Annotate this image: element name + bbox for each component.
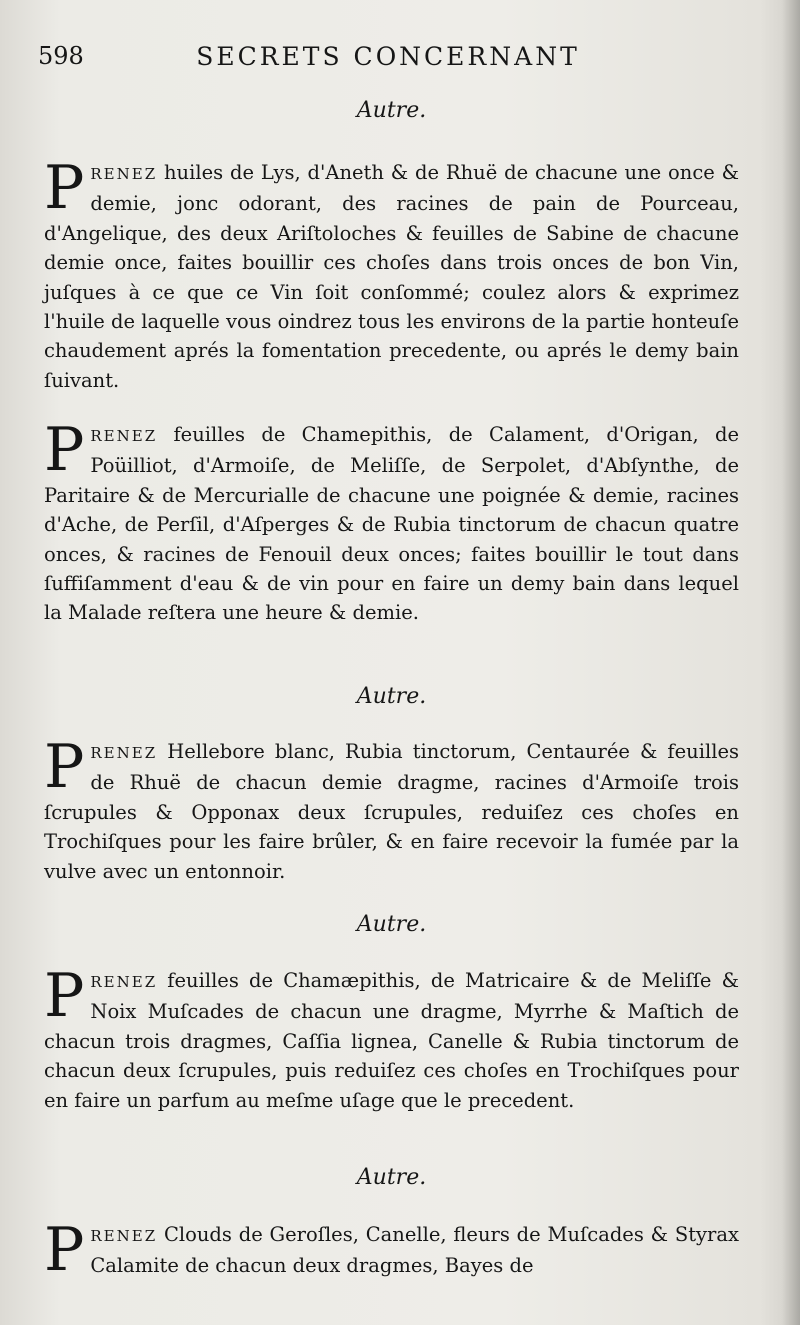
- page-number: 598: [38, 42, 84, 70]
- page-gutter-shadow: [782, 0, 800, 1325]
- section-heading-4: Autre.: [356, 912, 427, 937]
- drop-cap: P: [44, 153, 85, 223]
- drop-cap: P: [44, 732, 85, 802]
- paragraph-3: [44, 732, 739, 886]
- paragraph-text: Clouds de Geroſles, Canelle, fleurs de Muſcades & Styrax Calamite de chacun deux dragmes, Bayes de: [90, 1223, 739, 1278]
- section-heading-3: Autre.: [356, 684, 427, 709]
- page-header: [38, 40, 738, 80]
- paragraph-5: [44, 1215, 739, 1285]
- section-heading-5: Autre.: [356, 1165, 427, 1190]
- paragraph-2: [44, 415, 739, 628]
- drop-cap: P: [44, 415, 85, 485]
- paragraph-lead-word: RENEZ: [90, 973, 158, 991]
- paragraph-text: Hellebore blanc, Rubia tinctorum, Centaurée & feuilles de Rhuë de chacun demie dragme, racines d'Armoiſe trois ſcrupules & Opponax deux ſcrupules, reduiſez ces choſes en Trochiſques pour les faire brûler, & en faire recevoir la fumée par la vulve avec un entonnoir.: [44, 740, 739, 883]
- drop-cap: P: [44, 1215, 85, 1285]
- paragraph-lead-word: RENEZ: [90, 427, 158, 445]
- paragraph-text: feuilles de Chamæpithis, de Matricaire & de Meliſſe & Noix Muſcades de chacun une dragme, Myrrhe & Maſtich de chacun trois dragmes, Caſſia lignea, Canelle & Rubia tinctorum de chacun deux ſcrupules, puis reduiſez ces choſes en Trochiſques pour en faire un parfum au meſme uſage que le precedent.: [44, 969, 739, 1112]
- paragraph-lead-word: RENEZ: [90, 165, 158, 183]
- paragraph-lead-word: RENEZ: [90, 744, 158, 762]
- paragraph-text: feuilles de Chamepithis, de Calament, d'Origan, de Poüilliot, d'Armoiſe, de Meliſſe, de Serpolet, d'Abſynthe, de Paritaire & de Mercurialle de chacune une poignée & demie, racines d'Ache, de Perſil, d'Aſperges & de Rubia tinctorum de chacun quatre onces, & racines de Fenouil deux onces; faites bouillir le tout dans ſuffiſamment d'eau & de vin pour en faire un demy bain dans lequel la Malade reſtera une heure & demie.: [44, 423, 739, 625]
- paragraph-4: [44, 961, 739, 1115]
- section-heading-1: Autre.: [356, 98, 427, 123]
- paragraph-text: huiles de Lys, d'Aneth & de Rhuë de chacune une once & demie, jonc odorant, des racines de pain de Pourceau, d'Angelique, des deux Ariſtoloches & feuilles de Sabine de chacune demie once, faites bouillir ces choſes dans trois onces de bon Vin, juſques à ce que ce Vin ſoit conſommé; coulez alors & exprimez l'huile de laquelle vous oindrez tous les environs de la partie honteuſe chaudement aprés la fomentation precedente, ou aprés le demy bain ſuivant.: [44, 161, 739, 392]
- paragraph-1: [44, 153, 739, 395]
- running-title: SECRETS CONCERNANT: [196, 42, 580, 71]
- paragraph-lead-word: RENEZ: [90, 1227, 158, 1245]
- drop-cap: P: [44, 961, 85, 1031]
